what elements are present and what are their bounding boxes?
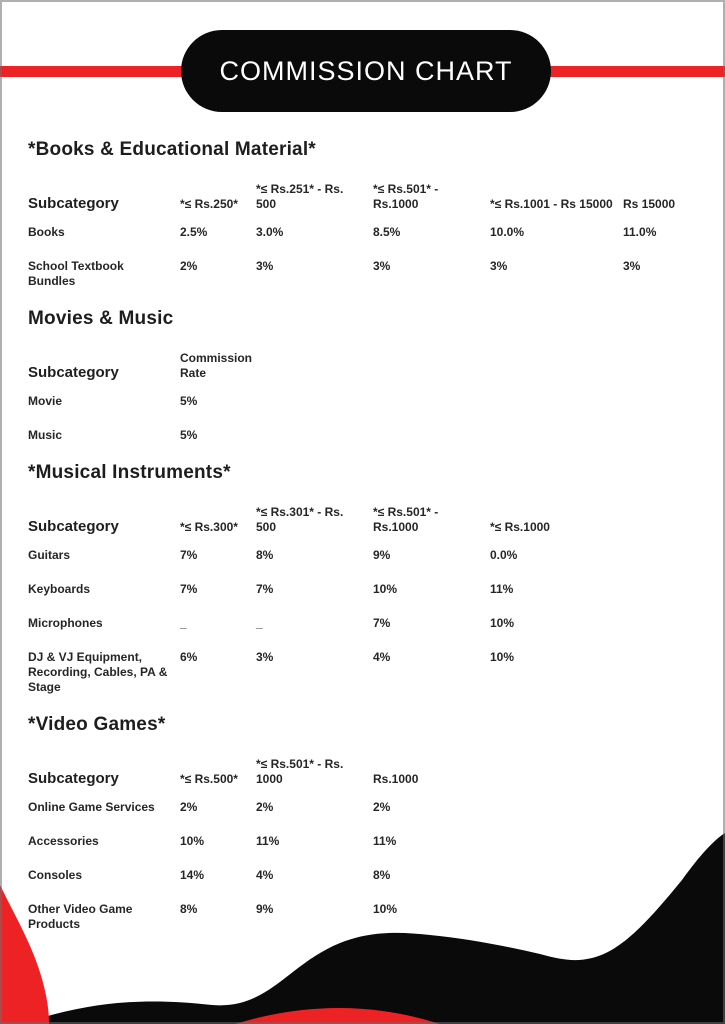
column-header: Subcategory — [28, 195, 119, 212]
value-cell: 10% — [490, 616, 515, 630]
column-header: *≤ Rs.501* -Rs.1000 — [373, 182, 439, 211]
value-cell: 8% — [180, 902, 198, 916]
row-label: Consoles — [28, 868, 83, 882]
column-header: *≤ Rs.1000 — [490, 520, 550, 534]
value-cell: 2% — [180, 259, 198, 273]
value-cell: 14% — [180, 868, 205, 882]
table-row — [28, 548, 709, 563]
value-cell: 4% — [256, 868, 274, 882]
commission-section — [28, 139, 709, 289]
value-cell: 8% — [256, 548, 274, 562]
column-header: Subcategory — [28, 364, 119, 381]
value-cell: _ — [180, 616, 187, 630]
value-cell: 8.5% — [373, 225, 401, 239]
table-row — [28, 582, 709, 597]
value-cell: 5% — [180, 394, 198, 408]
title-pill — [181, 30, 551, 112]
row-label: School Textbook Bundles — [28, 259, 124, 288]
table-body — [28, 394, 709, 443]
bottom-decoration — [0, 824, 725, 1024]
value-cell: 10% — [373, 582, 398, 596]
value-cell: 11.0% — [623, 225, 657, 239]
table-header-row — [28, 351, 709, 381]
value-cell: 3.0% — [256, 225, 284, 239]
section-heading: *Musical Instruments* — [28, 462, 231, 483]
column-header: *≤ Rs.500* — [180, 772, 238, 786]
value-cell: 7% — [256, 582, 274, 596]
value-cell: 3% — [490, 259, 508, 273]
table-body — [28, 225, 709, 289]
value-cell: 11% — [490, 582, 514, 596]
table-row — [28, 650, 709, 695]
value-cell: 8% — [373, 868, 391, 882]
value-cell: 11% — [373, 834, 397, 848]
row-label: Guitars — [28, 548, 71, 562]
value-cell: 2% — [256, 800, 274, 814]
value-cell: 10.0% — [490, 225, 525, 239]
value-cell: 10% — [180, 834, 205, 848]
column-header: *≤ Rs.251* - Rs. 500 — [256, 182, 344, 211]
table-row — [28, 394, 709, 409]
row-label: DJ & VJ Equipment, Recording, Cables, PA & Stage — [28, 650, 168, 694]
value-cell: 0.0% — [490, 548, 518, 562]
value-cell: 3% — [373, 259, 391, 273]
commission-section — [28, 308, 709, 443]
table-row — [28, 616, 709, 631]
row-label: Other Video Game Products — [28, 902, 133, 931]
section-heading: *Video Games* — [28, 714, 166, 735]
column-header: *≤ Rs.301* - Rs. 500 — [256, 505, 344, 534]
column-header: Subcategory — [28, 518, 119, 535]
value-cell: 2.5% — [180, 225, 208, 239]
column-header: Rs 15000 — [623, 197, 676, 211]
value-cell: 9% — [373, 548, 391, 562]
column-header: *≤ Rs.1001 - Rs 15000 — [490, 197, 613, 211]
column-header: Subcategory — [28, 770, 119, 787]
value-cell: 3% — [256, 259, 274, 273]
row-label: Books — [28, 225, 65, 239]
value-cell: _ — [256, 616, 263, 630]
table-header-row — [28, 505, 709, 535]
value-cell: 5% — [180, 428, 198, 442]
commission-section — [28, 462, 709, 695]
value-cell: 7% — [373, 616, 391, 630]
row-label: Accessories — [28, 834, 99, 848]
value-cell: 6% — [180, 650, 198, 664]
value-cell: 3% — [623, 259, 641, 273]
value-cell: 3% — [256, 650, 274, 664]
table-row — [28, 800, 709, 815]
column-header: *≤ Rs.300* — [180, 520, 238, 534]
column-header: Commission Rate — [180, 351, 253, 380]
value-cell: 4% — [373, 650, 391, 664]
bottom-blob-red-shape — [0, 885, 49, 1024]
value-cell: 7% — [180, 582, 198, 596]
column-header: *≤ Rs.250* — [180, 197, 238, 211]
value-cell: 10% — [373, 902, 398, 916]
bottom-wave-black-shape — [40, 833, 725, 1024]
value-cell: 2% — [373, 800, 391, 814]
value-cell: 9% — [256, 902, 274, 916]
column-header: *≤ Rs.501* - Rs. 1000 — [256, 757, 344, 786]
row-label: Music — [28, 428, 63, 442]
value-cell: 11% — [256, 834, 280, 848]
column-header: *≤ Rs.501* -Rs.1000 — [373, 505, 439, 534]
value-cell: 10% — [490, 650, 515, 664]
row-label: Microphones — [28, 616, 103, 630]
table-row — [28, 259, 709, 289]
table-row — [28, 225, 709, 240]
table-header-row — [28, 182, 709, 212]
value-cell: 2% — [180, 800, 198, 814]
table-row — [28, 428, 709, 443]
page-title: COMMISSION CHART — [219, 55, 513, 86]
row-label: Keyboards — [28, 582, 91, 596]
row-label: Movie — [28, 394, 63, 408]
row-label: Online Game Services — [28, 800, 155, 814]
column-header: Rs.1000 — [373, 772, 419, 786]
section-heading: Movies & Music — [28, 308, 174, 329]
value-cell: 7% — [180, 548, 198, 562]
section-heading: *Books & Educational Material* — [28, 139, 316, 160]
table-header-row — [28, 757, 709, 787]
table-body — [28, 548, 709, 695]
